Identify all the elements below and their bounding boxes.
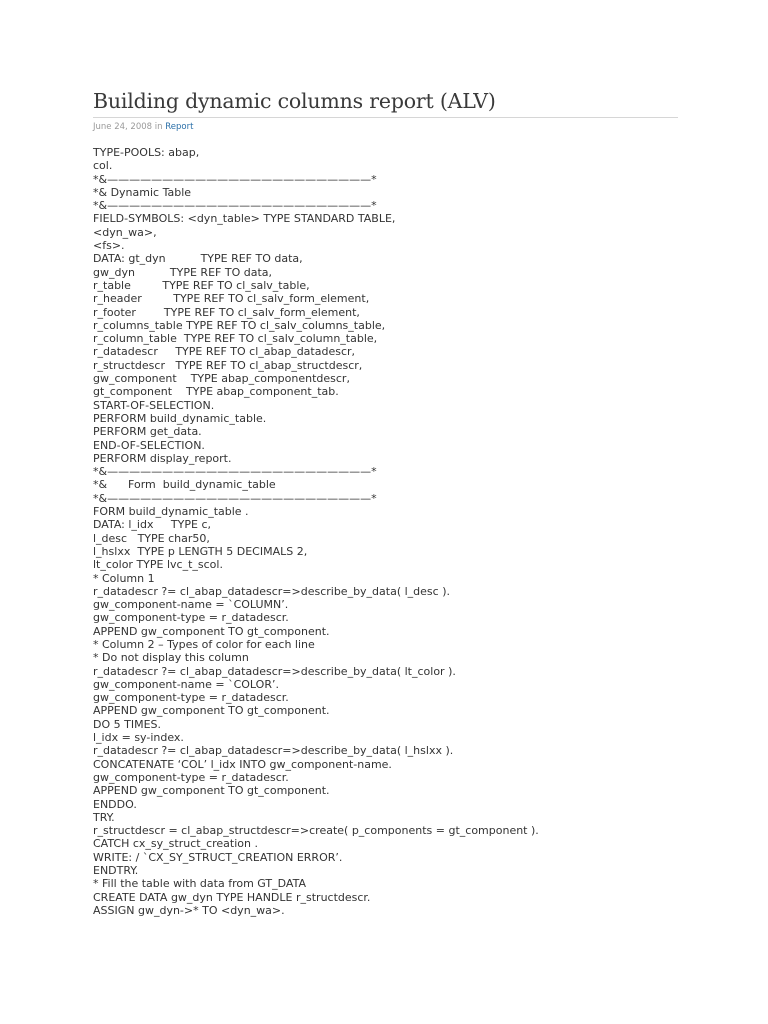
article — [93, 86, 678, 917]
code-line: r_table TYPE REF TO cl_salv_table, — [93, 278, 310, 292]
code-line: lt_color TYPE lvc_t_scol. — [93, 558, 223, 572]
code-line: FORM build_dynamic_table . — [93, 505, 249, 519]
code-line: ENDDO. — [93, 797, 137, 811]
code-listing — [93, 146, 678, 917]
code-line: r_datadescr ?= cl_abap_datadescr=>describe_by_data( lt_color ). — [93, 664, 456, 678]
code-line: FIELD-SYMBOLS: <dyn_table> TYPE STANDARD TABLE, — [93, 212, 396, 226]
code-line: *& Form build_dynamic_table — [93, 478, 276, 492]
code-line: ASSIGN gw_dyn->* TO <dyn_wa>. — [93, 903, 285, 917]
code-line: *&————————————————————————* — [93, 172, 377, 186]
code-line: START-OF-SELECTION. — [93, 398, 215, 412]
post-category-link[interactable]: Report — [165, 122, 194, 132]
code-line: TYPE-POOLS: abap, — [93, 146, 200, 159]
code-line: <fs>. — [93, 239, 125, 253]
code-line: *&————————————————————————* — [93, 199, 377, 213]
code-line: PERFORM build_dynamic_table. — [93, 411, 267, 425]
code-line: *& Dynamic Table — [93, 185, 192, 199]
code-line: CATCH cx_sy_struct_creation . — [93, 837, 258, 851]
code-line: gw_component-name = `COLUMN’. — [93, 598, 289, 612]
code-line: <dyn_wa>, — [93, 225, 157, 239]
code-line: r_column_table TYPE REF TO cl_salv_column_table, — [93, 332, 378, 346]
post-date: June 24, 2008 — [93, 122, 153, 132]
title-divider — [93, 117, 678, 118]
code-line: gw_dyn TYPE REF TO data, — [93, 265, 272, 279]
code-line: r_columns_table TYPE REF TO cl_salv_columns_table, — [93, 318, 386, 332]
code-line: l_desc TYPE char50, — [93, 531, 210, 545]
code-line: gt_component TYPE abap_component_tab. — [93, 385, 339, 399]
code-line: DATA: l_idx TYPE c, — [93, 518, 211, 532]
post-title: Building dynamic columns report (ALV) — [93, 89, 496, 113]
code-line: gw_component TYPE abap_componentdescr, — [93, 372, 350, 386]
post-meta — [93, 121, 678, 133]
code-line: PERFORM get_data. — [93, 425, 202, 439]
code-line: *&————————————————————————* — [93, 465, 377, 479]
code-line: ENDTRY. — [93, 864, 139, 878]
code-line: r_datadescr ?= cl_abap_datadescr=>describe_by_data( l_hslxx ). — [93, 744, 454, 758]
code-line: r_header TYPE REF TO cl_salv_form_element, — [93, 292, 370, 306]
code-line: gw_component-type = r_datadescr. — [93, 611, 289, 625]
code-line: PERFORM display_report. — [93, 451, 232, 465]
code-line: APPEND gw_component TO gt_component. — [93, 784, 330, 798]
code-line: APPEND gw_component TO gt_component. — [93, 704, 330, 718]
code-line: * Do not display this column — [93, 651, 249, 665]
post-meta-in: in — [154, 122, 163, 132]
code-line: * Fill the table with data from GT_DATA — [93, 877, 306, 891]
code-line: * Column 1 — [93, 571, 155, 585]
code-line: END-OF-SELECTION. — [93, 438, 205, 452]
code-line: APPEND gw_component TO gt_component. — [93, 624, 330, 638]
code-line: DATA: gt_dyn TYPE REF TO data, — [93, 252, 303, 266]
code-line: l_idx = sy-index. — [93, 731, 184, 745]
code-line: r_structdescr TYPE REF TO cl_abap_structdescr, — [93, 358, 363, 372]
code-line: r_datadescr ?= cl_abap_datadescr=>describe_by_data( l_desc ). — [93, 584, 450, 598]
code-line: l_hslxx TYPE p LENGTH 5 DECIMALS 2, — [93, 544, 308, 558]
code-line: r_datadescr TYPE REF TO cl_abap_datadescr, — [93, 345, 356, 359]
code-line: DO 5 TIMES. — [93, 717, 162, 731]
code-line: r_structdescr = cl_abap_structdescr=>create( p_components = gt_component ). — [93, 824, 539, 838]
code-line: gw_component-type = r_datadescr. — [93, 691, 289, 705]
code-line: * Column 2 – Types of color for each line — [93, 637, 315, 651]
code-line: TRY. — [93, 810, 115, 824]
code-line: *&————————————————————————* — [93, 491, 377, 505]
code-line: r_footer TYPE REF TO cl_salv_form_element, — [93, 305, 360, 319]
code-line: WRITE: / `CX_SY_STRUCT_CREATION ERROR’. — [93, 850, 343, 864]
code-line: gw_component-type = r_datadescr. — [93, 770, 289, 784]
code-line: gw_component-name = `COLOR’. — [93, 677, 279, 691]
code-line: col. — [93, 159, 113, 173]
code-line: CONCATENATE ‘COL’ l_idx INTO gw_component-name. — [93, 757, 392, 771]
code-line: CREATE DATA gw_dyn TYPE HANDLE r_structdescr. — [93, 890, 371, 904]
